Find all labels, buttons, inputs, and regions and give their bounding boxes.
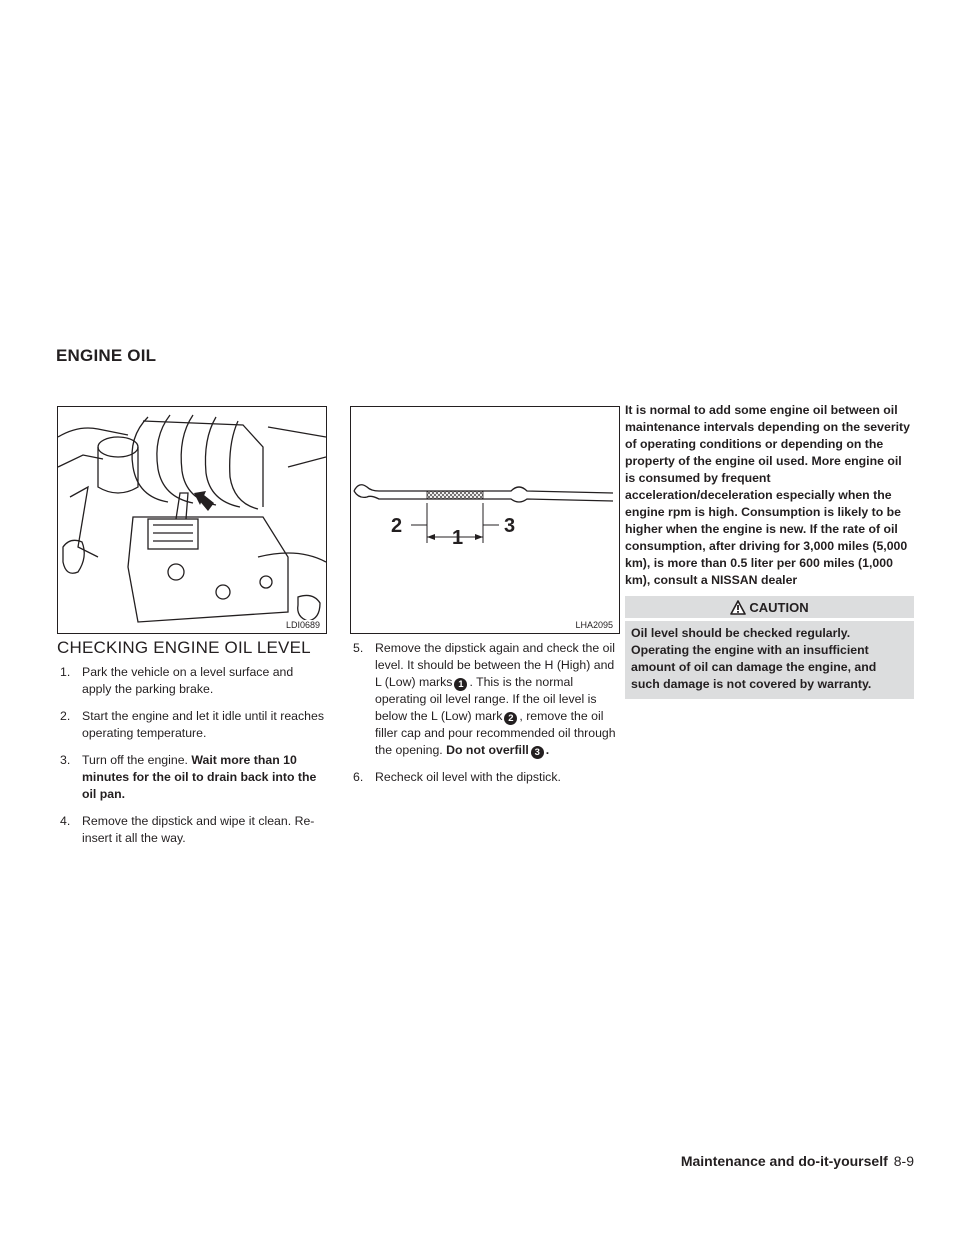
- page-number: 8-9: [893, 1153, 914, 1169]
- list-item: 1. Park the vehicle on a level surface and apply the parking brake.: [60, 665, 294, 696]
- page-footer: [681, 1153, 914, 1169]
- engine-illustration: [58, 407, 326, 633]
- footer-title: Maintenance and do-it-yourself: [680, 1153, 888, 1169]
- engine-figure: [57, 406, 327, 634]
- callout-2: 2: [391, 515, 403, 537]
- steps-column-2: [353, 640, 619, 796]
- caution-text: Oil level should be checked regularly. Operating the engine with an insufficient amount of oil can damage the engine, and such damage is not covered by warranty.: [625, 621, 914, 699]
- steps-column-1: [60, 664, 326, 857]
- caution-title: CAUTION: [749, 599, 809, 615]
- mark-1-badge: 1: [454, 678, 467, 691]
- figure-code: LDI0689: [285, 620, 320, 630]
- callout-1: 1: [452, 527, 464, 549]
- callout-3: 3: [504, 515, 516, 537]
- figure-code: LHA2095: [575, 620, 613, 630]
- section-title: ENGINE OIL: [56, 346, 157, 365]
- list-item: 6. Recheck oil level with the dipstick.: [353, 770, 561, 784]
- mark-2-badge: 2: [504, 712, 517, 725]
- mark-3-badge: 3: [531, 746, 544, 759]
- list-item: 4. Remove the dipstick and wipe it clean. Re-insert it all the way.: [60, 814, 315, 845]
- warning-icon: [730, 600, 746, 615]
- procedure-heading: CHECKING ENGINE OIL LEVEL: [57, 638, 311, 657]
- caution-header: [625, 596, 914, 618]
- list-item: 5. Remove the dipstick again and check the oil level. It should be between the H (High) and L (Low) marks 1 . This is the normal operating oil level range. If the oil level is below the L (Low) mark 2 , remove the oil filler cap and pour recommended oil through the opening. Do not overfill 3 .: [353, 641, 616, 758]
- dipstick-figure: [350, 406, 620, 634]
- list-item: 3. Turn off the engine. Wait more than 10 minutes for the oil to drain back into the oil pan.: [60, 753, 317, 801]
- oil-consumption-note: It is normal to add some engine oil between oil maintenance intervals depending on the severity of operating conditions or depending on the property of the engine oil used. More engine oil is consumed by frequent acceleration/deceleration especially when the engine rpm is high. Consumption is likely to be higher when the engine is new. If the rate of oil consumption, after driving for 3,000 miles (5,000 km), is more than 0.5 liter per 600 miles (1,000 km), consult a NISSAN dealer: [625, 403, 910, 587]
- dipstick-illustration: [351, 407, 619, 633]
- caution-box: [625, 596, 914, 699]
- list-item: 2. Start the engine and let it idle until it reaches operating temperature.: [60, 709, 324, 740]
